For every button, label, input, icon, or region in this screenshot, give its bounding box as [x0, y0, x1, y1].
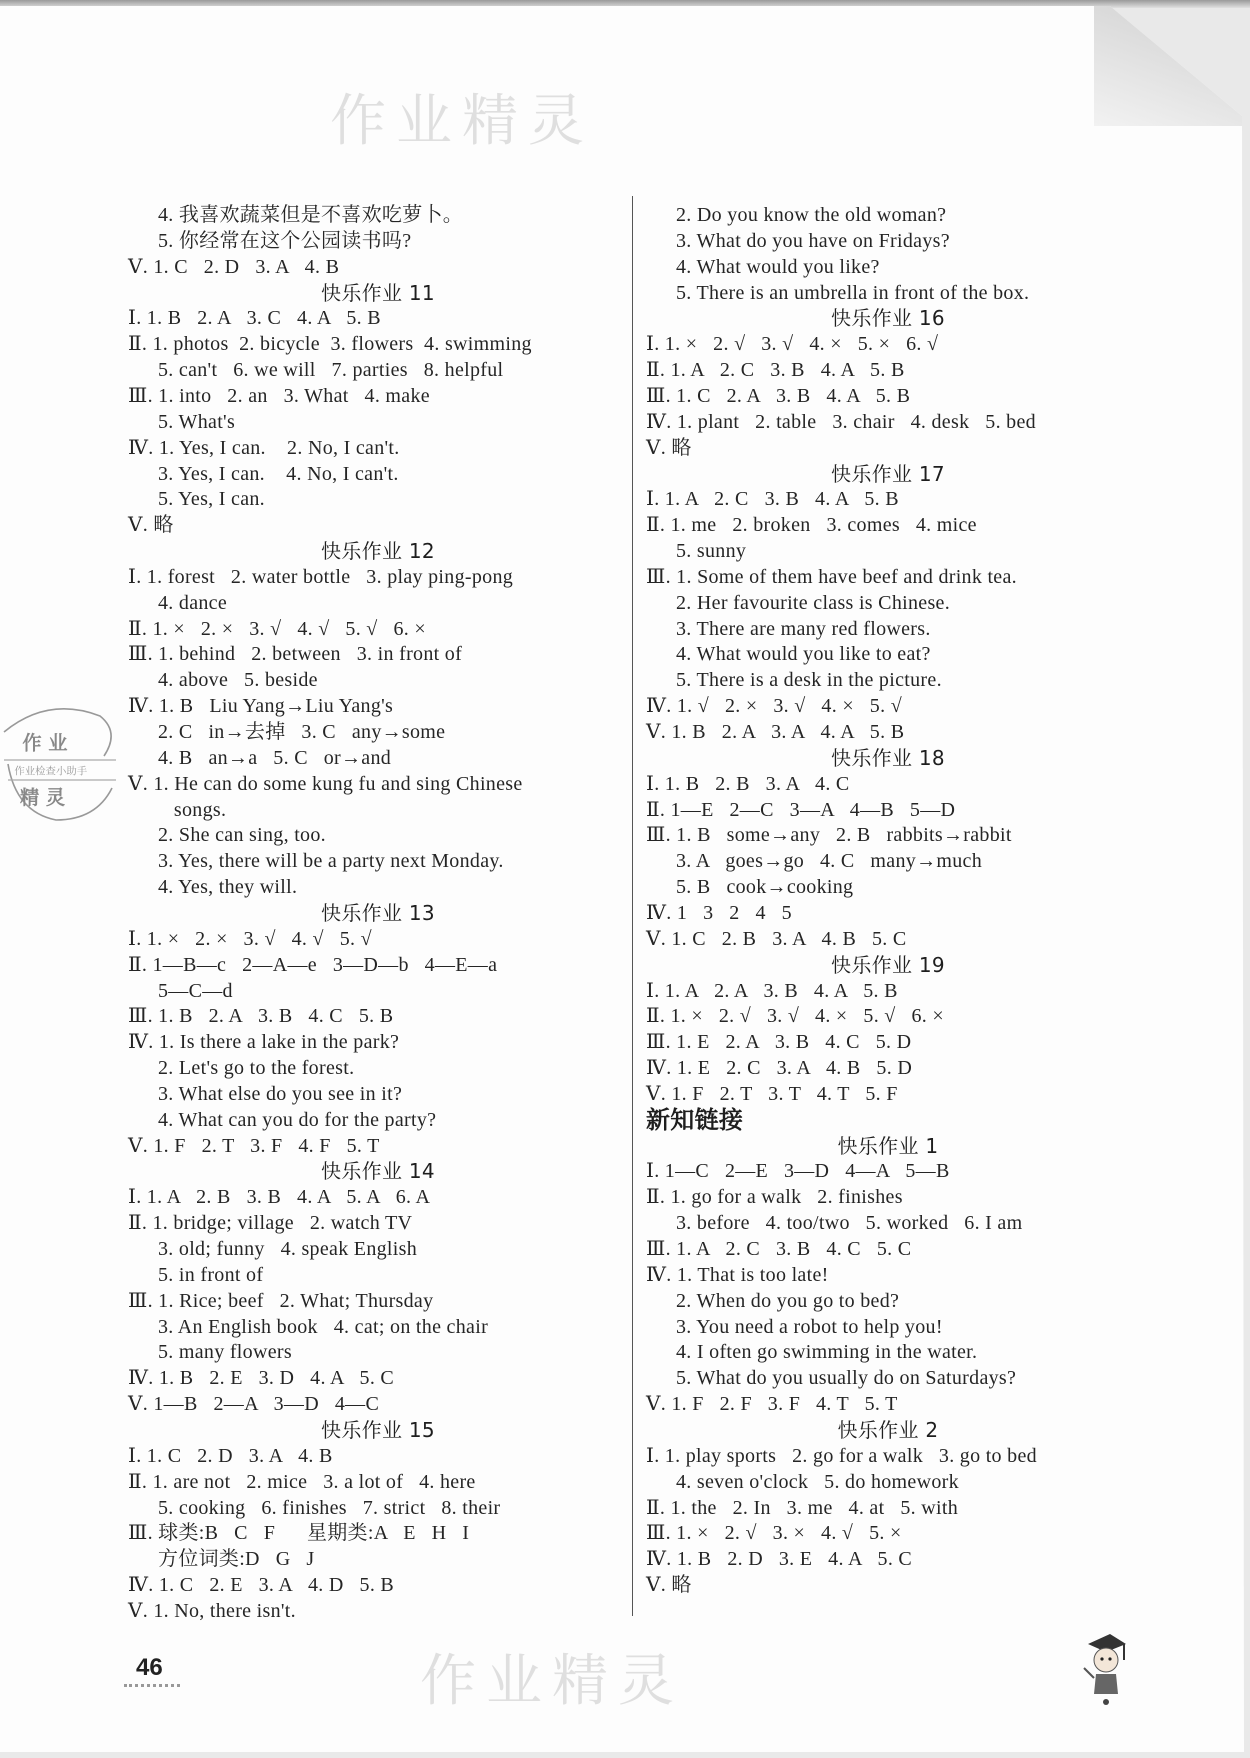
- answer-line: 4. Yes, they will.: [158, 876, 298, 899]
- answer-line: 5. many flowers: [158, 1341, 292, 1364]
- answer-line: Ⅱ. 1. bridge; village 2. watch TV: [128, 1212, 413, 1235]
- answer-line: Ⅱ. 1—B—c 2—A—e 3—D—b 4—E—a: [128, 953, 498, 976]
- section-heading: 快乐作业 16: [831, 306, 945, 331]
- answer-line: 5. There is an umbrella in front of the box.: [676, 281, 1030, 304]
- section-heading: 快乐作业 14: [321, 1159, 435, 1184]
- answer-line: 2. She can sing, too.: [158, 824, 326, 847]
- answer-line: Ⅲ. 1. Some of them have beef and drink tea.: [646, 565, 1017, 588]
- section-heading: 快乐作业 19: [831, 952, 945, 977]
- section-heading: 快乐作业 18: [831, 745, 945, 770]
- answer-line: 3. What do you have on Fridays?: [676, 229, 950, 252]
- answer-line: 4. What would you like to eat?: [676, 643, 931, 666]
- answer-line: Ⅳ. 1. C 2. E 3. A 4. D 5. B: [128, 1574, 395, 1597]
- answer-line: Ⅴ. 1. F 2. T 3. F 4. F 5. T: [128, 1134, 380, 1157]
- answer-line: Ⅰ. 1—C 2—E 3—D 4—A 5—B: [646, 1160, 950, 1183]
- answer-line: Ⅰ. 1. forest 2. water bottle 3. play ping-pong: [128, 565, 514, 588]
- answer-line: Ⅴ. 1. No, there isn't.: [128, 1599, 296, 1622]
- answer-line: Ⅳ. 1. Is there a lake in the park?: [128, 1031, 400, 1054]
- answer-line: 5. What do you usually do on Saturdays?: [676, 1367, 1017, 1390]
- answer-line: Ⅲ. 1. E 2. A 3. B 4. C 5. D: [646, 1031, 912, 1054]
- answer-line: 2. C in→去掉 3. C any→some: [158, 721, 446, 743]
- answer-line: Ⅴ. 1. C 2. D 3. A 4. B: [128, 255, 340, 278]
- answer-line: songs.: [158, 798, 227, 821]
- answer-line: Ⅰ. 1. A 2. B 3. B 4. A 5. A 6. A: [128, 1186, 431, 1209]
- answer-line: 5. B cook→cooking: [676, 876, 854, 899]
- answer-line: 3. Yes, I can. 4. No, I can't.: [158, 462, 399, 485]
- answer-line: Ⅲ. 1. A 2. C 3. B 4. C 5. C: [646, 1238, 912, 1260]
- answer-line: Ⅳ. 1. E 2. C 3. A 4. B 5. D: [646, 1057, 913, 1080]
- answer-line: Ⅱ. 1. are not 2. mice 3. a lot of 4. here: [128, 1470, 476, 1493]
- answer-line: Ⅰ. 1. play sports 2. go for a walk 3. go to bed: [646, 1444, 1037, 1467]
- answer-line: 3. An English book 4. cat; on the chair: [158, 1315, 489, 1338]
- answer-line: 5. sunny: [676, 540, 747, 563]
- answer-line: Ⅳ. 1. B 2. D 3. E 4. A 5. C: [646, 1548, 913, 1571]
- svg-text:精 灵: 精 灵: [20, 786, 66, 809]
- section-heading: 快乐作业 2: [837, 1417, 939, 1442]
- section-heading: 快乐作业 13: [321, 900, 435, 925]
- answer-line: 5. cooking 6. finishes 7. strict 8. their: [158, 1496, 501, 1519]
- answer-line: Ⅴ. 1. F 2. F 3. F 4. T 5. T: [646, 1393, 898, 1416]
- answer-line: 3. There are many red flowers.: [676, 617, 931, 640]
- answer-line: 5. What's: [158, 410, 236, 433]
- answer-line: Ⅴ. 1—B 2—A 3—D 4—C: [128, 1393, 380, 1416]
- answer-line: 3. before 4. too/two 5. worked 6. I am: [676, 1212, 1023, 1235]
- answer-line: Ⅲ. 1. B 2. A 3. B 4. C 5. B: [128, 1005, 394, 1028]
- answer-line: Ⅰ. 1. A 2. A 3. B 4. A 5. B: [646, 979, 898, 1002]
- section-heading: 快乐作业 17: [831, 461, 945, 486]
- answer-line: Ⅴ. 1. B 2. A 3. A 4. A 5. B: [646, 721, 905, 743]
- answer-line: 2. Let's go to the forest.: [158, 1057, 355, 1080]
- answer-line: Ⅴ. 略: [646, 436, 692, 459]
- part-heading: 新知链接: [646, 1105, 744, 1134]
- answer-line: Ⅳ. 1. plant 2. table 3. chair 4. desk 5. bed: [646, 410, 1036, 433]
- answer-line: Ⅱ. 1. × 2. × 3. √ 4. √ 5. √ 6. ×: [128, 617, 426, 640]
- answer-line: Ⅱ. 1. go for a walk 2. finishes: [646, 1186, 903, 1209]
- answer-line: 2. Do you know the old woman?: [676, 204, 947, 226]
- answer-line: 4. What would you like?: [676, 255, 880, 278]
- answer-line: Ⅱ. 1. × 2. √ 3. √ 4. × 5. √ 6. ×: [646, 1005, 944, 1028]
- answer-line: 5—C—d: [158, 979, 233, 1002]
- answer-line: Ⅰ. 1. × 2. √ 3. √ 4. × 5. × 6. √: [646, 333, 939, 356]
- answer-line: Ⅱ. 1. me 2. broken 3. comes 4. mice: [646, 514, 977, 537]
- section-heading: 快乐作业 1: [837, 1133, 939, 1158]
- answer-line: Ⅴ. 1. He can do some kung fu and sing Chinese: [128, 772, 523, 795]
- answer-line: Ⅰ. 1. B 2. A 3. C 4. A 5. B: [128, 307, 381, 330]
- answer-line: Ⅲ. 1. × 2. √ 3. × 4. √ 5. ×: [646, 1522, 902, 1545]
- section-heading: 快乐作业 15: [321, 1417, 435, 1442]
- svg-text:作 业: 作 业: [22, 731, 68, 755]
- answer-line: 方位词类:D G J: [158, 1548, 315, 1571]
- answer-line: Ⅱ. 1. the 2. In 3. me 4. at 5. with: [646, 1496, 959, 1519]
- answer-line: Ⅴ. 略: [646, 1574, 692, 1597]
- answer-line: 5. Yes, I can.: [158, 488, 265, 511]
- answer-line: 3. You need a robot to help you!: [676, 1315, 943, 1338]
- answer-line: 4. 我喜欢蔬菜但是不喜欢吃萝卜。: [158, 204, 464, 226]
- answer-line: 2. Her favourite class is Chinese.: [676, 591, 951, 614]
- section-heading: 快乐作业 12: [321, 539, 435, 564]
- answer-line: Ⅳ. 1. That is too late!: [646, 1263, 829, 1286]
- answer-line: 5. can't 6. we will 7. parties 8. helpful: [158, 359, 504, 382]
- answer-line: 3. old; funny 4. speak English: [158, 1238, 418, 1260]
- answer-line: 5. 你经常在这个公园读书吗?: [158, 229, 412, 252]
- answer-line: Ⅲ. 1. B some→any 2. B rabbits→rabbit: [646, 824, 1012, 847]
- answer-line: Ⅲ. 球类:B C F 星期类:A E H I: [128, 1522, 470, 1545]
- answer-line: Ⅰ. 1. C 2. D 3. A 4. B: [128, 1444, 333, 1467]
- answer-line: Ⅳ. 1 3 2 4 5: [646, 901, 792, 924]
- answer-line: 4. B an→a 5. C or→and: [158, 746, 392, 769]
- answer-line: Ⅲ. 1. behind 2. between 3. in front of: [128, 643, 463, 666]
- answer-line: 5. There is a desk in the picture.: [676, 669, 942, 692]
- answer-line: Ⅴ. 1. F 2. T 3. T 4. T 5. F: [646, 1082, 898, 1105]
- page-number: 46: [136, 1654, 163, 1681]
- answer-line: 3. What else do you see in it?: [158, 1082, 403, 1105]
- answer-line: Ⅴ. 1. C 2. B 3. A 4. B 5. C: [646, 927, 907, 950]
- page-number-underline: [124, 1684, 180, 1687]
- answer-line: Ⅲ. 1. into 2. an 3. What 4. make: [128, 384, 430, 407]
- watermark-1: 作业精灵: [330, 89, 594, 154]
- folded-corner: [1094, 6, 1244, 126]
- answer-line: Ⅳ. 1. B Liu Yang→Liu Yang's: [128, 695, 394, 718]
- answer-line: Ⅱ. 1. A 2. C 3. B 4. A 5. B: [646, 359, 905, 382]
- answer-line: Ⅳ. 1. √ 2. × 3. √ 4. × 5. √: [646, 695, 902, 718]
- svg-text:作业检查小助手: 作业检查小助手: [14, 765, 88, 778]
- section-heading: 快乐作业 11: [321, 280, 435, 305]
- graduate-mascot-icon: [1080, 1630, 1130, 1710]
- answer-line: Ⅲ. 1. Rice; beef 2. What; Thursday: [128, 1289, 434, 1312]
- answer-line: 4. above 5. beside: [158, 669, 318, 692]
- answer-line: Ⅲ. 1. C 2. A 3. B 4. A 5. B: [646, 384, 911, 407]
- answer-line: Ⅳ. 1. B 2. E 3. D 4. A 5. C: [128, 1367, 395, 1390]
- stamp-logo: [0, 700, 120, 828]
- answer-line: Ⅱ. 1—E 2—C 3—A 4—B 5—D: [646, 798, 956, 821]
- answer-line: 3. A goes→go 4. C many→much: [676, 850, 983, 873]
- answer-line: Ⅳ. 1. Yes, I can. 2. No, I can't.: [128, 436, 400, 459]
- answer-line: 3. Yes, there will be a party next Monday.: [158, 850, 504, 873]
- answer-line: 4. I often go swimming in the water.: [676, 1341, 978, 1364]
- answer-line: Ⅰ. 1. A 2. C 3. B 4. A 5. B: [646, 488, 899, 511]
- answer-line: Ⅴ. 略: [128, 514, 174, 537]
- answer-line: Ⅱ. 1. photos 2. bicycle 3. flowers 4. swimming: [128, 333, 532, 356]
- watermark-2: 作业精灵: [420, 1649, 684, 1714]
- answer-line: 4. seven o'clock 5. do homework: [676, 1470, 959, 1493]
- answer-line: Ⅰ. 1. B 2. B 3. A 4. C: [646, 772, 850, 795]
- answer-line: 4. dance: [158, 591, 228, 614]
- answer-line: Ⅰ. 1. × 2. × 3. √ 4. √ 5. √: [128, 927, 372, 950]
- answer-line: 4. What can you do for the party?: [158, 1108, 437, 1131]
- column-divider: [632, 196, 633, 1616]
- answer-line: 2. When do you go to bed?: [676, 1289, 900, 1312]
- answer-line: 5. in front of: [158, 1263, 264, 1286]
